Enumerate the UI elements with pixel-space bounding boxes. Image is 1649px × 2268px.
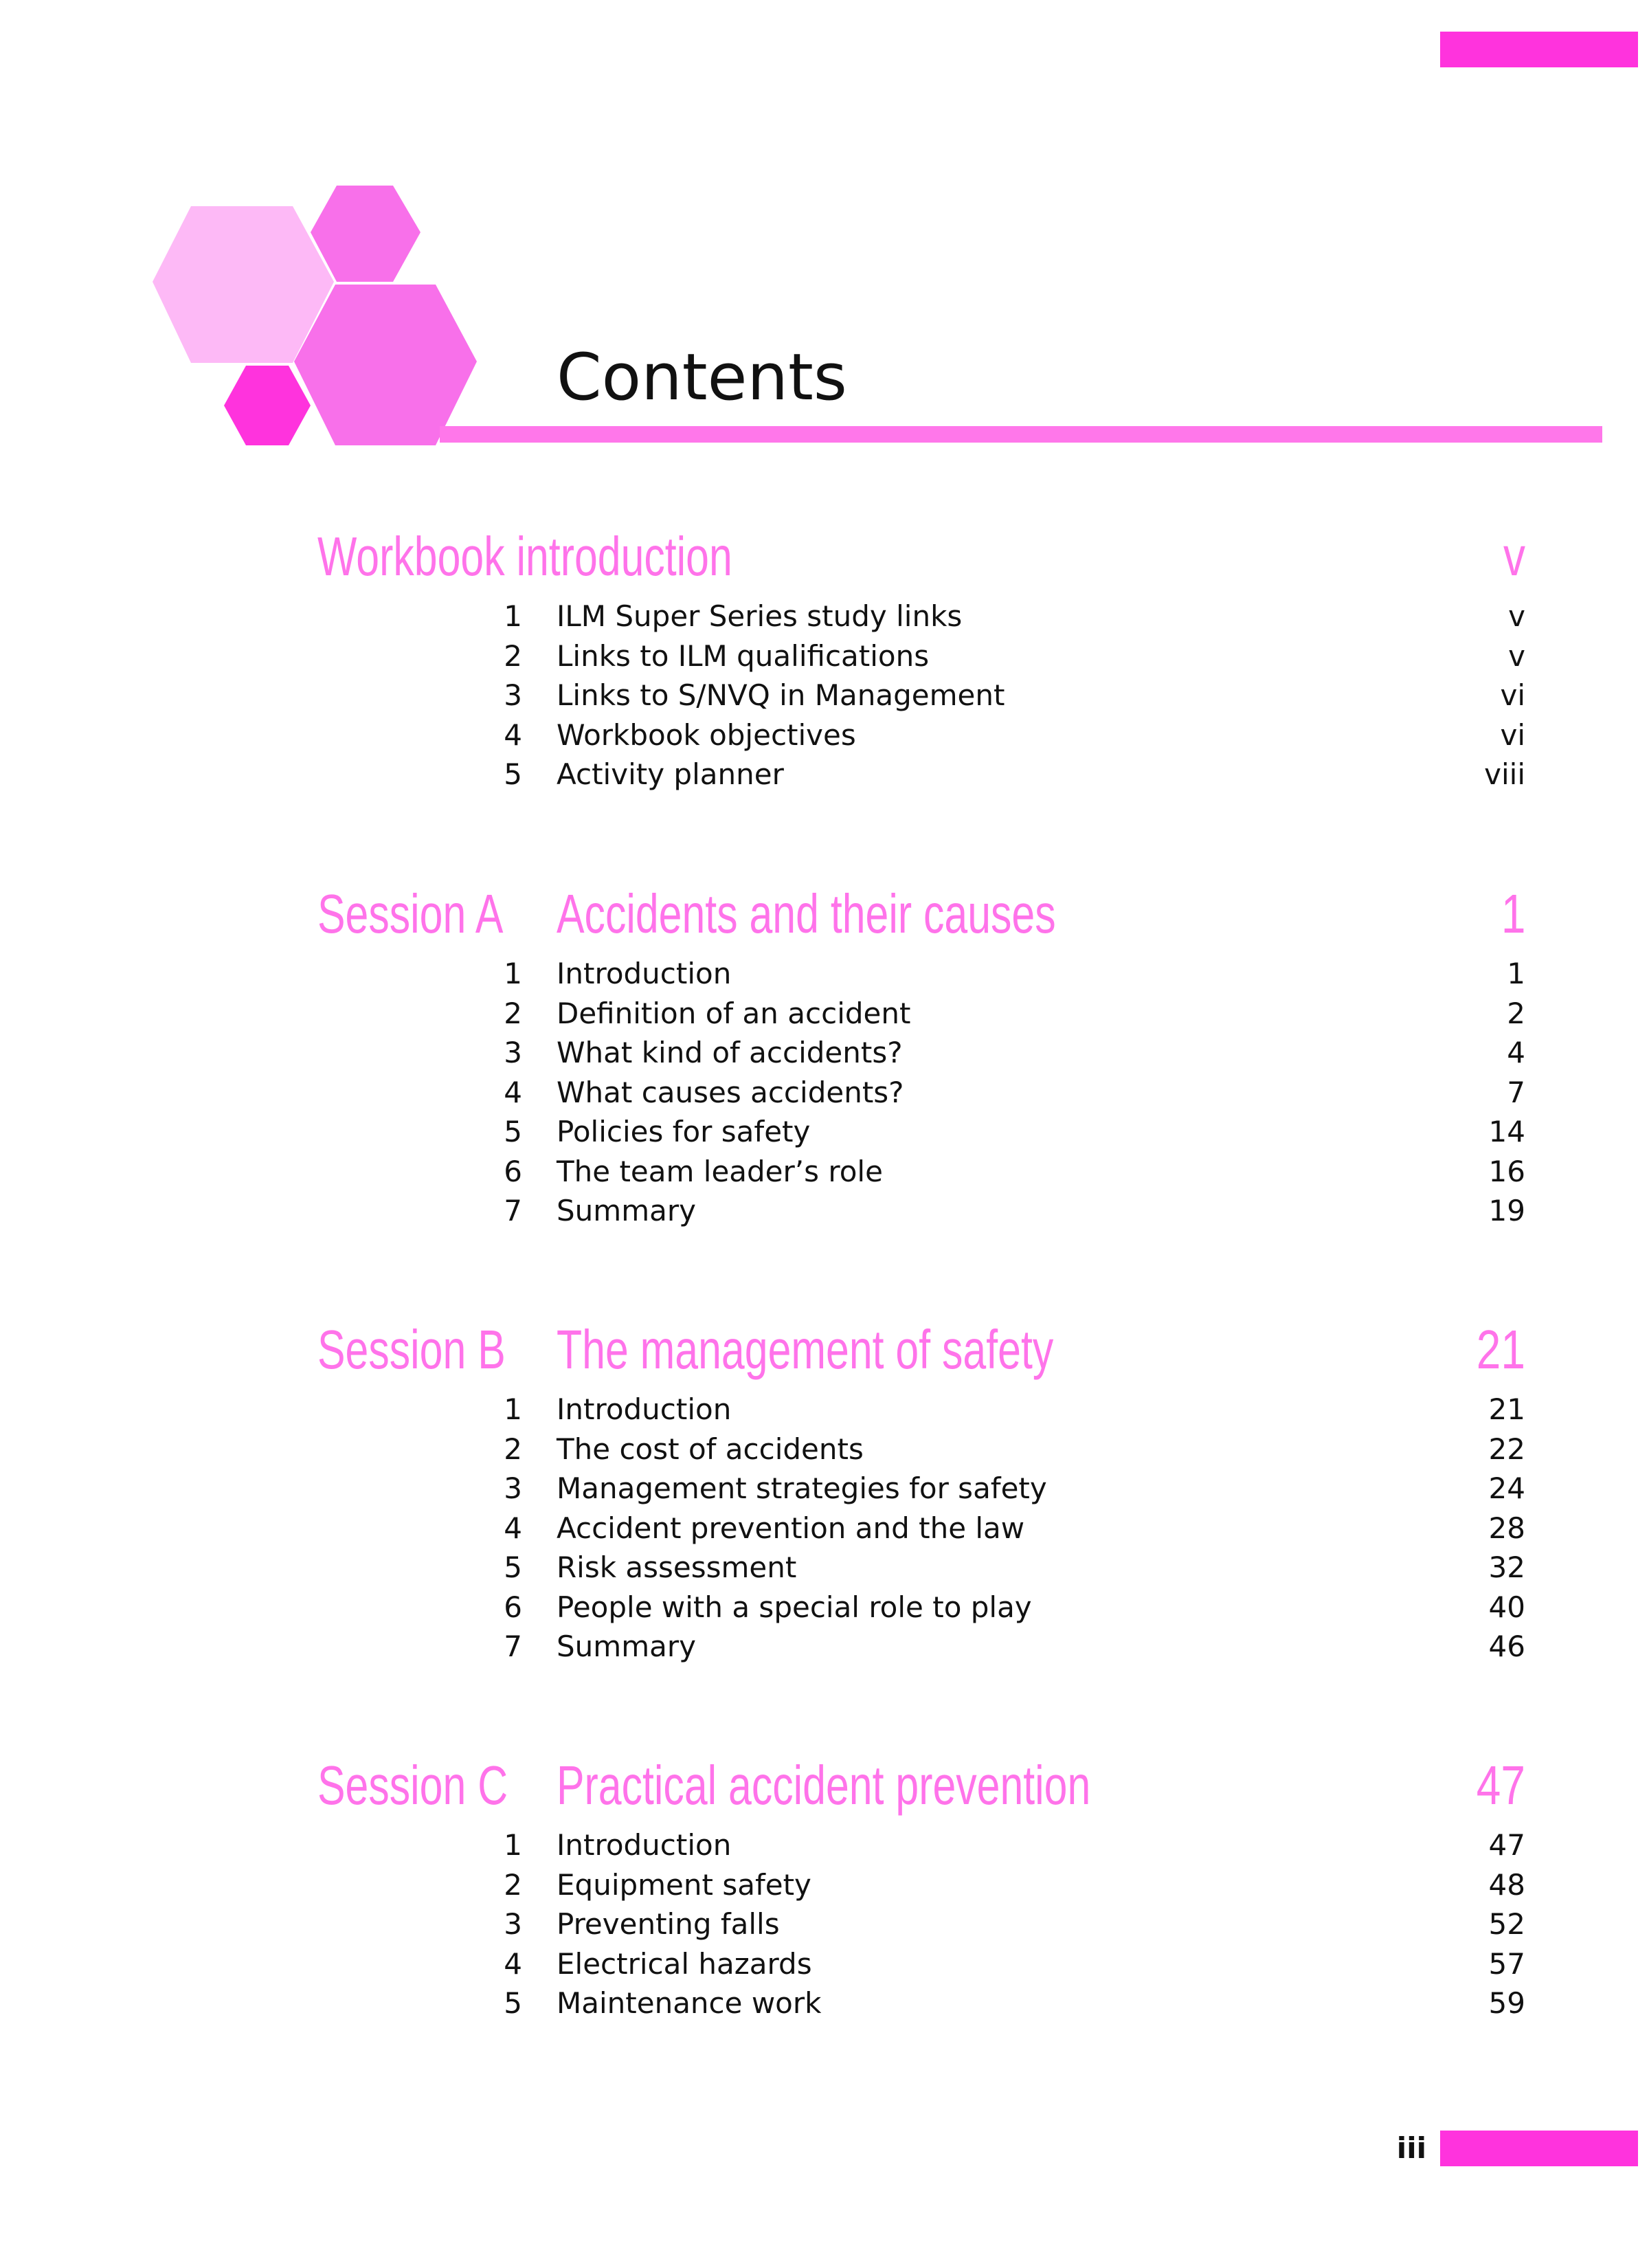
toc-entry[interactable]	[0, 755, 1649, 794]
entry-number: 3	[504, 1907, 522, 1941]
entry-label: What kind of accidents?	[557, 1036, 903, 1069]
entry-number: 5	[504, 1115, 522, 1148]
entry-number: 7	[504, 1194, 522, 1227]
toc-entry[interactable]	[0, 954, 1649, 994]
entry-label: The cost of accidents	[557, 1432, 864, 1466]
entry-page: 21	[1488, 1392, 1525, 1426]
toc-entry[interactable]	[0, 1152, 1649, 1192]
entry-page: v	[1508, 599, 1525, 633]
entry-number: 4	[504, 1946, 522, 1981]
entry-page: 1	[1507, 957, 1525, 990]
section-heading	[0, 1315, 1649, 1384]
entry-label: Equipment safety	[557, 1867, 811, 1902]
entry-label: People with a special role to play	[557, 1590, 1032, 1624]
entry-number: 3	[504, 1036, 522, 1069]
toc-entry[interactable]	[0, 1627, 1649, 1667]
page-number: iii	[1396, 2131, 1426, 2165]
section-heading	[0, 1751, 1649, 1820]
entry-label: Summary	[557, 1194, 696, 1227]
toc-entry[interactable]	[0, 715, 1649, 755]
toc-entry[interactable]	[0, 636, 1649, 676]
toc-entry[interactable]	[0, 1390, 1649, 1430]
entry-label: Introduction	[557, 1828, 732, 1862]
section-heading	[0, 880, 1649, 948]
toc-entry-list	[0, 1825, 1649, 2023]
entry-number: 6	[504, 1590, 522, 1624]
entry-number: 2	[504, 638, 522, 673]
entry-number: 5	[504, 1550, 522, 1584]
entry-number: 2	[504, 1867, 522, 1902]
entry-number: 4	[504, 1511, 522, 1545]
toc-entry[interactable]	[0, 597, 1649, 636]
entry-label: Introduction	[557, 957, 732, 990]
entry-page: 14	[1488, 1115, 1525, 1148]
section-page: 1	[1501, 883, 1525, 944]
entry-label: Introduction	[557, 1392, 732, 1426]
toc-entry[interactable]	[0, 994, 1649, 1034]
entry-number: 4	[504, 1075, 522, 1109]
section-title[interactable]: Workbook introduction	[317, 526, 732, 587]
entry-number: 2	[504, 996, 522, 1030]
entry-number: 7	[504, 1630, 522, 1663]
toc-entry[interactable]	[0, 1548, 1649, 1588]
toc-entry[interactable]	[0, 1588, 1649, 1627]
entry-label: Risk assessment	[557, 1550, 797, 1584]
entry-number: 5	[504, 757, 522, 791]
toc-entry[interactable]	[0, 1112, 1649, 1152]
entry-label: Preventing falls	[557, 1907, 780, 1941]
toc-entry[interactable]	[0, 1073, 1649, 1113]
toc-entry[interactable]	[0, 1865, 1649, 1905]
entry-label: Management strategies for safety	[557, 1471, 1047, 1505]
entry-page: 2	[1507, 996, 1525, 1030]
section-title[interactable]: Practical accident prevention	[557, 1755, 1091, 1816]
entry-page: 46	[1488, 1630, 1525, 1663]
top-edge-tab	[1440, 32, 1638, 67]
entry-number: 4	[504, 718, 522, 752]
toc-section-session-c	[0, 1751, 1649, 2023]
entry-label: Links to S/NVQ in Management	[557, 678, 1005, 712]
hexagon-medium	[294, 285, 477, 445]
entry-page: v	[1508, 638, 1525, 673]
toc-entry[interactable]	[0, 1430, 1649, 1469]
toc-entry[interactable]	[0, 1469, 1649, 1509]
session-label: Session B	[317, 1319, 506, 1380]
section-page: 21	[1476, 1319, 1525, 1380]
toc-entry-list	[0, 954, 1649, 1231]
entry-page: 48	[1488, 1867, 1525, 1902]
section-title[interactable]: Accidents and their causes	[557, 883, 1056, 944]
entry-label: Links to ILM qualifications	[557, 638, 930, 673]
toc-entry[interactable]	[0, 676, 1649, 715]
entry-label: What causes accidents?	[557, 1075, 904, 1109]
entry-page: 47	[1488, 1828, 1525, 1862]
entry-number: 1	[504, 957, 522, 990]
toc-entry[interactable]	[0, 1509, 1649, 1548]
toc-section-workbook-introduction	[0, 522, 1649, 794]
toc-entry[interactable]	[0, 1825, 1649, 1865]
section-page: 47	[1476, 1755, 1525, 1816]
entry-number: 5	[504, 1986, 522, 2020]
entry-label: Maintenance work	[557, 1986, 822, 2020]
entry-page: 28	[1488, 1511, 1525, 1545]
section-heading	[0, 522, 1649, 591]
entry-page: 40	[1488, 1590, 1525, 1624]
entry-label: The team leader’s role	[557, 1154, 883, 1188]
entry-label: ILM Super Series study links	[557, 599, 963, 633]
entry-page: 22	[1488, 1432, 1525, 1466]
entry-page: 19	[1488, 1194, 1525, 1227]
toc-entry[interactable]	[0, 1191, 1649, 1231]
toc-entry-list	[0, 597, 1649, 794]
entry-page: 59	[1488, 1986, 1525, 2020]
entry-number: 1	[504, 1828, 522, 1862]
toc-section-session-a	[0, 880, 1649, 1231]
entry-label: Accident prevention and the law	[557, 1511, 1025, 1545]
section-title[interactable]: The management of safety	[557, 1319, 1054, 1380]
entry-label: Electrical hazards	[557, 1946, 812, 1981]
entry-page: 52	[1488, 1907, 1525, 1941]
hexagon-small-top	[311, 186, 420, 282]
toc-entry[interactable]	[0, 1904, 1649, 1944]
entry-number: 1	[504, 1392, 522, 1426]
toc-section-session-b	[0, 1315, 1649, 1667]
entry-number: 2	[504, 1432, 522, 1466]
entry-number: 1	[504, 599, 522, 633]
entry-label: Definition of an accident	[557, 996, 911, 1030]
toc-entry[interactable]	[0, 1944, 1649, 1984]
entry-page: vi	[1500, 678, 1525, 712]
page-title: Contents	[557, 340, 847, 415]
hexagon-small-strong	[224, 366, 311, 445]
bottom-edge-tab	[1440, 2131, 1638, 2166]
session-label: Session C	[317, 1755, 508, 1816]
title-rule	[440, 426, 1602, 443]
entry-number: 3	[504, 1471, 522, 1505]
toc-entry-list	[0, 1390, 1649, 1667]
entry-label: Activity planner	[557, 757, 784, 791]
entry-page: 7	[1507, 1075, 1525, 1109]
entry-page: vi	[1500, 718, 1525, 752]
toc-entry[interactable]	[0, 1033, 1649, 1073]
entry-page: 32	[1488, 1550, 1525, 1584]
entry-page: 57	[1488, 1946, 1525, 1981]
entry-label: Summary	[557, 1630, 696, 1663]
entry-page: 24	[1488, 1471, 1525, 1505]
entry-page: viii	[1484, 757, 1525, 791]
entry-page: 4	[1507, 1036, 1525, 1069]
hexagon-decoration	[0, 0, 495, 467]
entry-label: Policies for safety	[557, 1115, 811, 1148]
session-label: Session A	[317, 883, 504, 944]
section-page: v	[1503, 526, 1525, 587]
toc-entry[interactable]	[0, 1983, 1649, 2023]
entry-number: 6	[504, 1154, 522, 1188]
entry-page: 16	[1488, 1154, 1525, 1188]
entry-number: 3	[504, 678, 522, 712]
entry-label: Workbook objectives	[557, 718, 856, 752]
